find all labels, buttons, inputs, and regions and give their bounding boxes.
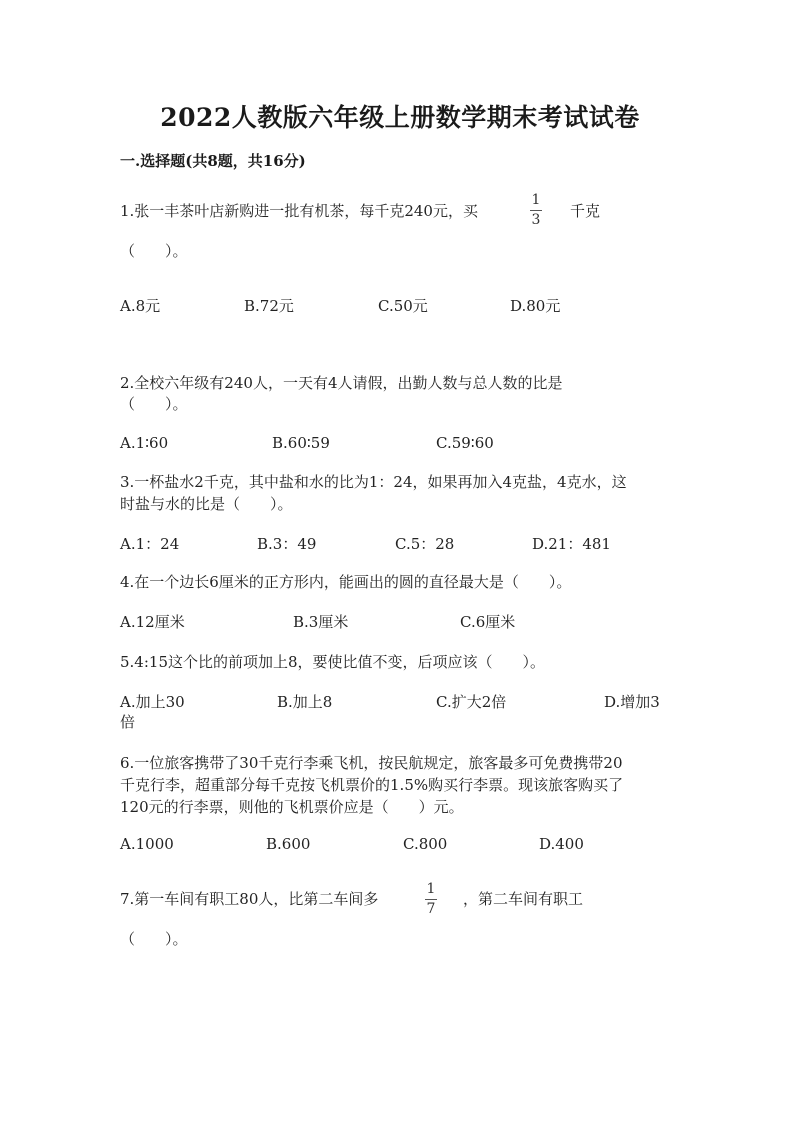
fraction-numerator: 1 bbox=[531, 192, 541, 208]
question-7-blank: （ ）。 bbox=[120, 930, 188, 948]
question-1-option-c: C.50元 bbox=[378, 297, 428, 315]
question-4-option-c: C.6厘米 bbox=[460, 613, 516, 631]
question-1-blank: （ ）。 bbox=[120, 242, 188, 260]
question-1-option-a: A.8元 bbox=[120, 297, 161, 315]
question-6-text-line-3: 120元的行李票，则他的飞机票价应是（ ）元。 bbox=[120, 798, 464, 816]
question-2-option-b: B.60∶59 bbox=[272, 434, 330, 452]
question-6-text-line-2: 千克行李，超重部分每千克按飞机票价的1.5%购买行李票。现该旅客购买了 bbox=[120, 776, 624, 794]
question-3-option-a: A.1：24 bbox=[120, 535, 180, 553]
question-7-fraction bbox=[425, 881, 437, 918]
question-4-option-a: A.12厘米 bbox=[120, 613, 185, 631]
question-2-option-a: A.1∶60 bbox=[120, 434, 169, 452]
question-6-option-d: D.400 bbox=[539, 835, 584, 853]
question-4-text: 4.在一个边长6厘米的正方形内，能画出的圆的直径最大是（ ）。 bbox=[120, 573, 572, 591]
question-6-option-b: B.600 bbox=[266, 835, 311, 853]
question-5-option-b: B.加上8 bbox=[277, 693, 333, 711]
question-5-option-a: A.加上30 bbox=[120, 693, 185, 711]
question-1-unit: 千克 bbox=[570, 202, 601, 220]
question-3-text-line-1: 3.一杯盐水2千克，其中盐和水的比为1：24，如果再加入4克盐，4克水，这 bbox=[120, 473, 627, 491]
question-2-option-c: C.59∶60 bbox=[436, 434, 494, 452]
fraction-numerator: 1 bbox=[426, 881, 436, 897]
question-3-option-d: D.21：481 bbox=[532, 535, 611, 553]
question-1-option-d: D.80元 bbox=[510, 297, 561, 315]
question-3-text-line-2: 时盐与水的比是（ ）。 bbox=[120, 495, 293, 513]
fraction-denominator: 7 bbox=[426, 901, 436, 917]
question-5-option-d: D.增加3 bbox=[604, 693, 660, 711]
question-6-option-c: C.800 bbox=[403, 835, 448, 853]
question-1-option-b: B.72元 bbox=[244, 297, 294, 315]
question-3-option-c: C.5：28 bbox=[395, 535, 455, 553]
question-1-text: 1.张一丰茶叶店新购进一批有机茶，每千克240元，买 bbox=[120, 202, 478, 220]
question-6-text-line-1: 6.一位旅客携带了30千克行李乘飞机，按民航规定，旅客最多可免费携带20 bbox=[120, 754, 623, 772]
fraction-bar bbox=[425, 899, 437, 900]
question-6-option-a: A.1000 bbox=[120, 835, 174, 853]
question-2-text: 2.全校六年级有240人，一天有4人请假，出勤人数与总人数的比是 bbox=[120, 374, 563, 392]
question-7-text-cont: ，第二车间有职工 bbox=[463, 890, 584, 908]
section-header: 一.选择题(共8题，共16分) bbox=[120, 152, 306, 170]
question-3-option-b: B.3：49 bbox=[257, 535, 317, 553]
question-4-option-b: B.3厘米 bbox=[293, 613, 349, 631]
question-1-fraction bbox=[530, 192, 542, 229]
question-5-option-d-wrap: 倍 bbox=[120, 713, 136, 731]
fraction-denominator: 3 bbox=[531, 212, 541, 228]
fraction-bar bbox=[530, 210, 542, 211]
question-5-text: 5.4:15这个比的前项加上8，要使比值不变，后项应该（ ）。 bbox=[120, 653, 546, 671]
question-2-blank: （ ）。 bbox=[120, 395, 188, 413]
question-5-option-c: C.扩大2倍 bbox=[436, 693, 507, 711]
question-7-text: 7.第一车间有职工80人，比第二车间多 bbox=[120, 890, 379, 908]
page-title: 2022人教版六年级上册数学期末考试试卷 bbox=[160, 103, 640, 132]
